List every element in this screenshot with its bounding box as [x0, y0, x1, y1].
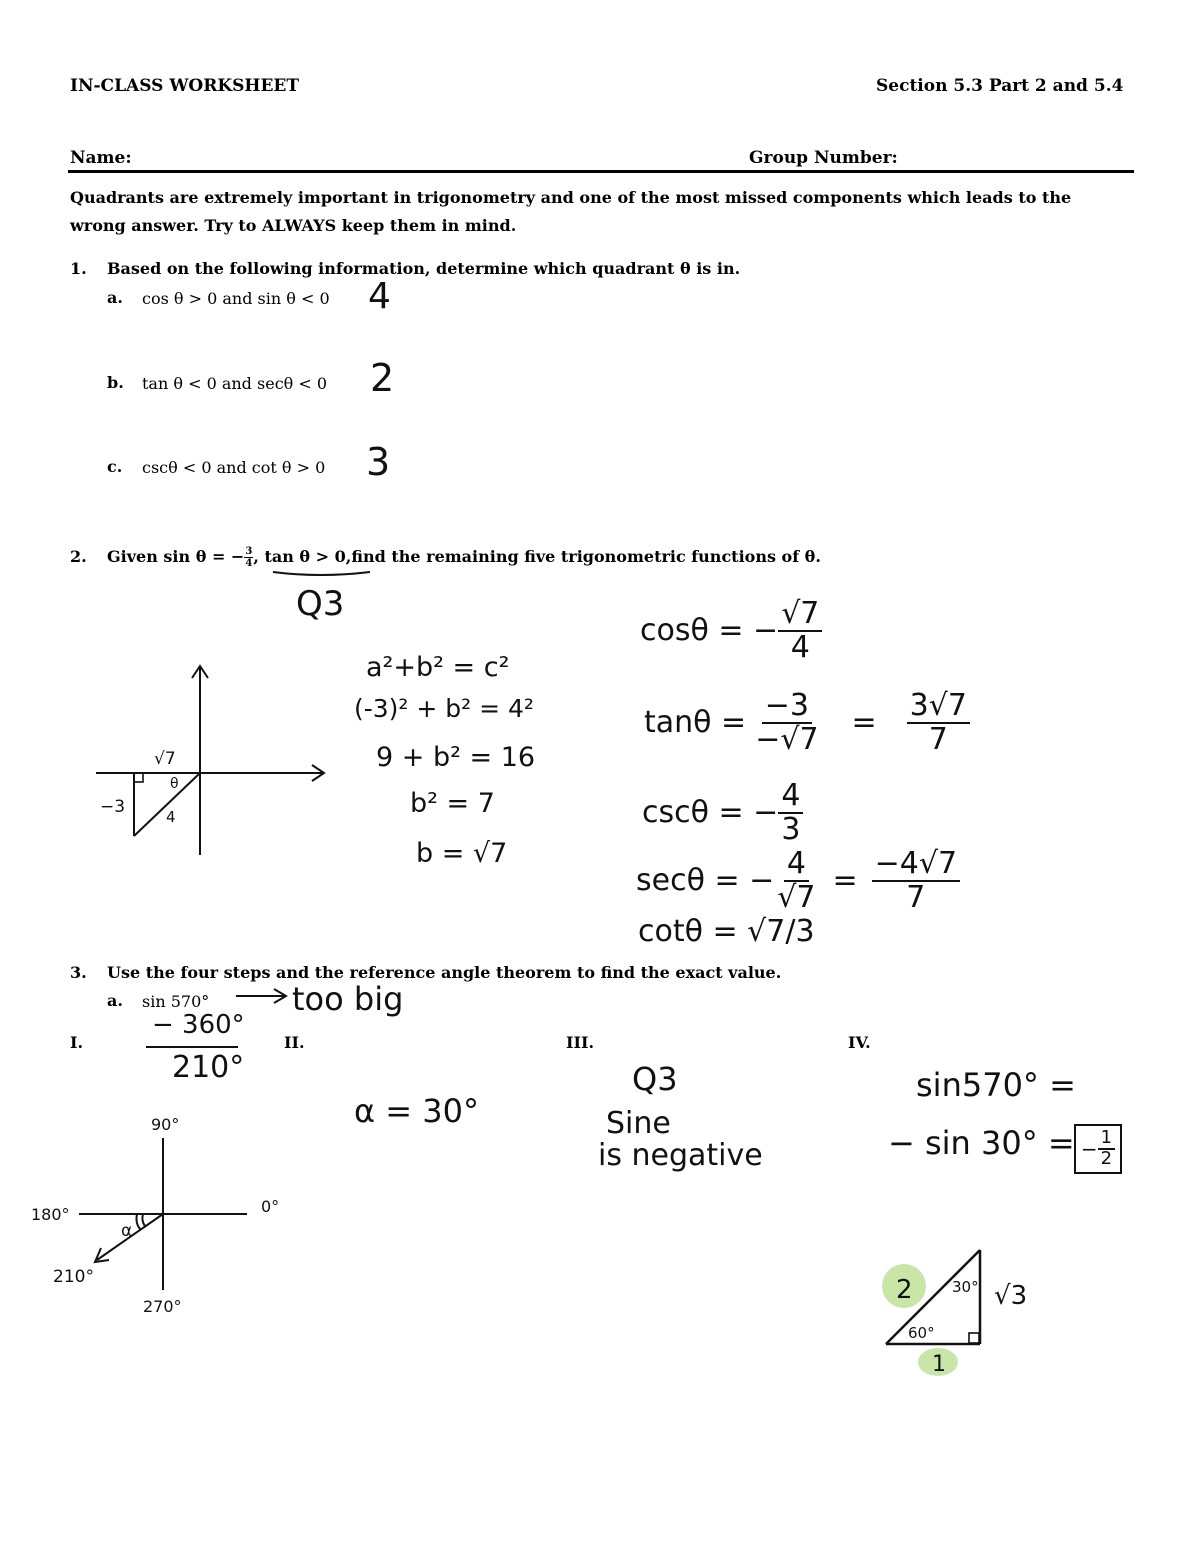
- cos-result: [640, 598, 822, 663]
- q1c-condition: cscθ < 0 and cot θ > 0: [142, 458, 326, 477]
- q3-quadrant-note: Q3: [632, 1060, 678, 1098]
- tan-den-2: 7: [928, 721, 948, 757]
- q1-prompt: Based on the following information, determine which quadrant θ is in.: [107, 259, 741, 278]
- pythag-line-1: a²+b² = c²: [366, 652, 510, 683]
- sec-result: [636, 848, 960, 913]
- step-1-label: I.: [70, 1033, 84, 1052]
- step-3-label: III.: [566, 1033, 595, 1052]
- tan-den: −√7: [755, 721, 819, 757]
- intro-line-1: Quadrants are extremely important in trigonometry and one of the most missed components which leads to the: [70, 188, 1072, 207]
- sec-num: 4: [784, 848, 809, 882]
- q1-number: 1.: [70, 259, 87, 278]
- q1b-condition: tan θ < 0 and secθ < 0: [142, 374, 328, 393]
- tan-equals: =: [851, 705, 877, 740]
- header-rule: [68, 170, 1134, 173]
- q1b-answer: 2: [370, 356, 395, 400]
- final-answer-box: [1074, 1124, 1122, 1174]
- sec-equals: =: [832, 863, 858, 898]
- q1a-letter: a.: [107, 288, 123, 307]
- tan-label: tanθ =: [644, 705, 747, 740]
- sec-fraction: [774, 848, 818, 913]
- group-number-label: Group Number:: [749, 148, 898, 168]
- q1a-condition: cos θ > 0 and sin θ < 0: [142, 289, 330, 308]
- q1b-letter: b.: [107, 373, 124, 392]
- too-big-note: too big: [292, 980, 404, 1018]
- axis-0-label: 0°: [261, 1197, 280, 1216]
- terminal-210-label: 210°: [53, 1267, 94, 1287]
- name-label: Name:: [70, 148, 132, 168]
- q2-frac-den: 4: [245, 557, 253, 569]
- axis-180-label: 180°: [31, 1205, 70, 1224]
- special-tri-top-angle: 30°: [952, 1278, 979, 1296]
- special-tri-bottom-angle: 60°: [908, 1324, 935, 1342]
- alpha-label: α: [121, 1221, 133, 1241]
- q1a-answer: 4: [368, 276, 391, 317]
- worksheet-title: IN-CLASS WORKSHEET: [70, 76, 300, 96]
- csc-result: [642, 780, 803, 845]
- axis-270-label: 270°: [143, 1297, 182, 1316]
- q2-tri-adj: √7: [154, 749, 176, 769]
- tan-condition-underline: [270, 566, 380, 580]
- special-triangle-diagram: [870, 1240, 1070, 1380]
- result-line-1: sin570° =: [916, 1066, 1076, 1104]
- q2-quadrant-note: Q3: [296, 584, 345, 624]
- final-sign: −: [1080, 1137, 1098, 1161]
- cos-den: 4: [790, 629, 810, 665]
- subtract-result: 210°: [172, 1050, 245, 1085]
- q2-prompt-mid: , tan θ > 0,: [253, 547, 352, 566]
- sign-note-1: Sine: [606, 1106, 671, 1141]
- sec-label: secθ = −: [636, 863, 775, 898]
- too-big-arrow-icon: [232, 986, 292, 1006]
- special-tri-short-leg: 1: [932, 1352, 946, 1377]
- csc-fraction: [778, 780, 803, 845]
- special-tri-long-leg: √3: [994, 1281, 1028, 1311]
- q3-number: 3.: [70, 963, 87, 982]
- sign-note-2: is negative: [598, 1138, 763, 1173]
- cos-fraction: [778, 598, 822, 663]
- subtract-360: − 360°: [152, 1010, 245, 1040]
- q2-prompt: [107, 543, 821, 571]
- q2-frac-num: 3: [245, 545, 253, 557]
- final-num: 1: [1098, 1129, 1115, 1150]
- cot-result: cotθ = √7/3: [638, 914, 815, 949]
- final-den: 2: [1100, 1148, 1113, 1169]
- q3a-letter: a.: [107, 991, 123, 1010]
- tan-num-2: 3√7: [907, 690, 970, 724]
- tan-result: [644, 690, 970, 755]
- q2-sin-fraction: [244, 546, 253, 569]
- q2-tri-angle: θ: [170, 776, 179, 792]
- pythag-line-2: (-3)² + b² = 4²: [354, 694, 534, 723]
- pythag-line-4: b² = 7: [410, 788, 495, 819]
- csc-num: 4: [778, 780, 803, 814]
- q1c-answer: 3: [366, 440, 391, 484]
- intro-line-2: wrong answer. Try to ALWAYS keep them in mind.: [70, 216, 517, 235]
- q1c-letter: c.: [107, 457, 123, 476]
- sec-den: √7: [777, 879, 816, 915]
- step-2-label: II.: [284, 1033, 305, 1052]
- pythag-line-3: 9 + b² = 16: [376, 742, 536, 773]
- q3-prompt: Use the four steps and the reference angle theorem to find the exact value.: [107, 963, 782, 982]
- pythag-line-5: b = √7: [416, 838, 508, 869]
- q3a-expression: sin 570°: [142, 992, 210, 1011]
- tan-fraction: [752, 690, 821, 755]
- cos-num: √7: [778, 598, 822, 632]
- csc-label: cscθ = −: [642, 795, 779, 830]
- reference-angle: α = 30°: [354, 1092, 479, 1130]
- csc-den: 3: [781, 811, 801, 847]
- special-tri-hyp: 2: [896, 1275, 913, 1305]
- sec-num-2: −4√7: [872, 848, 960, 882]
- q2-tri-hyp: 4: [166, 808, 176, 826]
- q2-tri-opp: −3: [100, 797, 126, 817]
- section-label: Section 5.3 Part 2 and 5.4: [876, 76, 1124, 96]
- tan-fraction-2: [907, 690, 970, 755]
- sec-den-2: 7: [906, 879, 926, 915]
- cos-label: cosθ = −: [640, 613, 779, 648]
- final-fraction: [1098, 1129, 1115, 1169]
- q2-quadrant-diagram: [90, 660, 340, 865]
- subtraction-line: [146, 1046, 238, 1048]
- q2-prompt-start: Given sin θ = −: [107, 547, 245, 566]
- step-4-label: IV.: [848, 1033, 871, 1052]
- q2-prompt-end: find the remaining five trigonometric functions of θ.: [351, 547, 821, 566]
- axis-90-label: 90°: [151, 1115, 180, 1134]
- q2-number: 2.: [70, 547, 87, 566]
- q3-angle-diagram: [25, 1108, 295, 1318]
- sec-fraction-2: [872, 848, 960, 913]
- result-line-2: − sin 30° =: [888, 1124, 1075, 1162]
- tan-num: −3: [762, 690, 812, 724]
